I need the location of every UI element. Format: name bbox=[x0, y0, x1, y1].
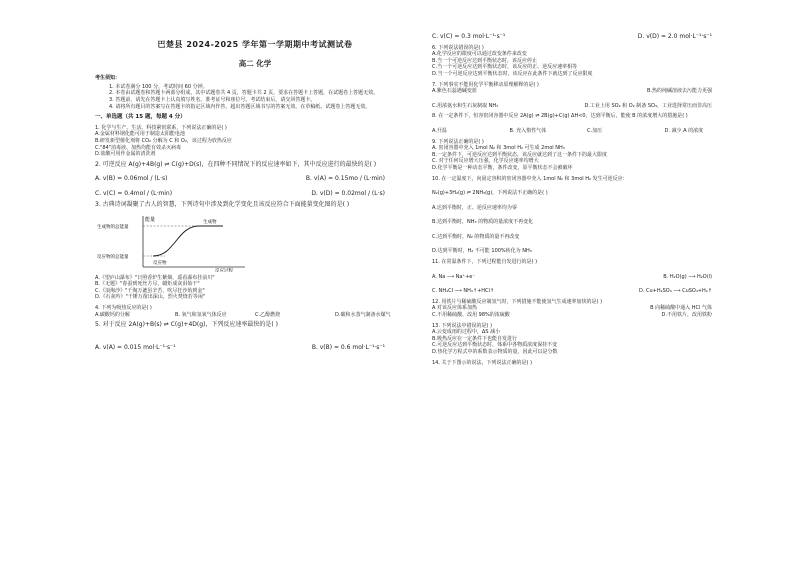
option-c: C."84"消毒液、加热均能有效杀灭病毒 bbox=[95, 144, 182, 151]
reactant-label: 反应物 bbox=[153, 261, 167, 267]
option-b: B. v(A) = 0.15mo / (L·min) bbox=[305, 175, 385, 183]
question-11 bbox=[432, 259, 742, 295]
exam-title: 巴楚县 2024-2025 学年第一学期期中考试测试卷 bbox=[157, 40, 353, 49]
question-3 bbox=[95, 202, 415, 302]
right-column bbox=[432, 30, 742, 366]
option-a: A.化学反应的限度可以通过改变条件来改变 bbox=[432, 51, 527, 58]
product-label: 生成物 bbox=[203, 220, 217, 226]
option-c: C. 对于任何反应增大压强，化学反应速率均增大 bbox=[432, 158, 539, 165]
option-b: B 向稀硫酸中通入 HCl 气体 bbox=[650, 305, 712, 312]
option-a: A.紫色石蕊遇碱变蓝 bbox=[432, 88, 477, 95]
option-b: B.研发新型催化剂将 CO₂ 分解为 C 和 O₂，该过程为放热反应 bbox=[95, 137, 232, 144]
energy-curve bbox=[153, 226, 223, 256]
option-c: C.《浪淘沙》"千淘万漉虽辛苦，吹尽狂沙始到金" bbox=[95, 287, 205, 294]
option-d: D. 减少 A 的浓度 bbox=[664, 127, 704, 134]
question-2 bbox=[95, 162, 415, 198]
reaction-equation: N₂(g)+3H₂(g) ⇌ 2NH₃(g)，下列说法不正确的是( ) bbox=[432, 190, 548, 197]
option-a: A.金属材料钢化能可用于制造太阳能电池 bbox=[95, 131, 185, 138]
option-b: B.《无题》"春蚕到死丝方尽，蜡炬成灰泪始干" bbox=[95, 281, 200, 288]
option-b: B. 充入惰性气体 bbox=[509, 127, 547, 134]
option-a: A. v(B) = 0.06mol / (L·s) bbox=[95, 175, 168, 183]
option-d: D.化学平衡是一种动态平衡，条件改变，原平衡状态不会被破坏 bbox=[432, 164, 573, 171]
notice-item: 2. 本卷由试题卷和答题卡两部分组成，其中试题卷共 4 页，答题卡共 2 页。要求在答题卡上答题，在试题卷上答题无效。 bbox=[109, 90, 379, 97]
question-stem: 14. 关于下图示的说法，下列说法正确的是( ) bbox=[432, 359, 533, 366]
option-a: A.碳酸钙的分解 bbox=[95, 311, 130, 318]
question-stem: 13. 下列说法中错误的是( ) bbox=[432, 322, 493, 329]
section-heading: 一、单选题（共 15 题，每题 4 分） bbox=[95, 114, 186, 121]
option-d: D.当一个可逆反应达到平衡状态时，该反应在此条件下就达到了反应限度 bbox=[432, 70, 593, 77]
option-b: B.热的纯碱溶液去污能力更强 bbox=[646, 88, 712, 95]
option-c: C.乙醇燃烧 bbox=[255, 311, 281, 318]
question-14 bbox=[432, 360, 742, 367]
notice-heading: 考生须知： bbox=[95, 75, 121, 82]
question-12 bbox=[432, 299, 742, 319]
option-d: D. Cu+H₂SO₄ ⟶ CuSO₄+H₂↑ bbox=[638, 288, 712, 295]
option-b: B.当一个可逆反应达到平衡状态时，该反应停止 bbox=[432, 57, 538, 64]
option-a: A.升温 bbox=[432, 127, 447, 134]
question-stem: 9. 下列说法正确的是( ) bbox=[432, 138, 484, 145]
option-d: D.热化学方程式中的系数表示物质的量，因此可以是分数 bbox=[432, 349, 558, 355]
option-d: D.达到平衡时，H₂ 不可能 100%转化为 NH₃ bbox=[432, 248, 532, 255]
question-stem: 3. 古典诗词凝聚了古人的智慧，下列诗句中涉及到化学变化且该反应符合下面能量变化图的是( ) bbox=[95, 200, 350, 208]
notice-block bbox=[95, 75, 415, 110]
question-stem: 2. 可逆反应 A(g)+4B(g) ⇌ C(g)+D(s)，在四种不同情况下的反应速率如下，其中反应进行的最快的是( ) bbox=[95, 160, 377, 168]
option-a: A. v(A) = 0.015 mol·L⁻¹·s⁻¹ bbox=[95, 343, 176, 351]
y-label: 能量 bbox=[145, 217, 156, 224]
question-5-continued bbox=[432, 34, 742, 41]
option-c: C. v(C) = 0.3 mol·L⁻¹·s⁻¹ bbox=[432, 33, 506, 40]
option-d: D. v(D) = 2.0 mol·L⁻¹·s⁻¹ bbox=[637, 33, 712, 40]
question-stem: 8. 在一定条件下，恒容密闭容器中反应 2A(g) ⇌ 2B(g)+C(g) ΔH<0，达到平衡后，能使 B 的浓度增大的措施是( ) bbox=[432, 113, 688, 120]
option-b: B.一定条件下，可逆反应达到平衡状态，该反应就达到了这一条件下的最大限度 bbox=[432, 151, 608, 158]
question-stem: 6. 下列说法错误的是( ) bbox=[432, 44, 484, 51]
question-5 bbox=[95, 322, 415, 351]
option-c: C.达到平衡时，N₂ 的物质的量不再改变 bbox=[432, 233, 520, 240]
question-1 bbox=[95, 125, 415, 158]
question-4 bbox=[95, 305, 415, 318]
energy-diagram bbox=[95, 212, 265, 272]
question-13 bbox=[432, 323, 742, 356]
option-a: A.《望庐山瀑布》"日照香炉生紫烟，遥看瀑布挂前川" bbox=[95, 274, 215, 281]
option-d: D.工业上用 SO₂ 和 O₂ 制备 SO₃，工业选择常压而非高压 bbox=[584, 102, 712, 109]
exam-subtitle: 高二 化学 bbox=[238, 58, 272, 68]
option-a: A.达到平衡时，正、逆反应速率均为零 bbox=[432, 204, 517, 211]
option-c: C.用浓氨水和生石灰制取 NH₃ bbox=[432, 102, 499, 109]
product-energy-label: 生成物的总能量 bbox=[97, 225, 129, 231]
option-a: A. Na ⟶ Na⁺+e⁻ bbox=[432, 273, 476, 280]
question-8 bbox=[432, 113, 742, 134]
option-b: B. 氧气和氢氧气体反应 bbox=[175, 311, 227, 318]
option-b: B.吸热反应在一定条件下也能自发进行 bbox=[432, 335, 518, 342]
option-d: D.盐酸可用作金属的清洗剂 bbox=[95, 151, 156, 158]
option-c: C.可逆反应达到平衡状态时，体系中各物质浓度保持不变 bbox=[432, 342, 558, 349]
question-stem: 5. 对于反应 2A(g)+B(s) ⇌ C(g)+4D(g)，下列反应速率最快的是( ) bbox=[95, 321, 278, 329]
question-9 bbox=[432, 139, 742, 172]
question-10 bbox=[432, 176, 742, 256]
notice-item: 4. 请将所有题目的答案写在答题卡的指定区域内作答，超出答题区域书写的答案无效。在草稿纸、试题卷上答题无效。 bbox=[109, 103, 371, 110]
option-b: B.达到平衡时，NH₃ 的物质的量浓度不再变化 bbox=[432, 219, 534, 226]
option-b: B. v(B) = 0.6 mol·L⁻¹·s⁻¹ bbox=[311, 343, 385, 351]
option-a: A 对该反应体系加热 bbox=[432, 305, 478, 312]
option-c: C.不用稀硫酸，改用 98%的浓硫酸 bbox=[432, 312, 510, 319]
reactant-energy-label: 反应物的总能量 bbox=[97, 255, 129, 261]
option-a: A. 密闭容器中充入 1mol N₂ 和 3mol H₂ 可生成 2mol NH₃ bbox=[432, 145, 565, 152]
option-d: D.碳和水蒸气制备水煤气 bbox=[335, 311, 391, 318]
option-c: C. v(C) = 0.4mol / (L·min) bbox=[95, 189, 173, 197]
option-c: C.加压 bbox=[587, 127, 603, 134]
option-d: D. v(D) = 0.02mol / (L·s) bbox=[311, 189, 385, 197]
question-7 bbox=[432, 82, 742, 110]
option-a: A.云变成雨的过程中，ΔS 减小 bbox=[432, 329, 501, 336]
question-stem: 11. 在常温条件下，下列过程能自发进行的是( ) bbox=[432, 259, 538, 266]
question-stem: 1. 化学与生产、生活、科技紧密联系，下列说法正确的是( ) bbox=[95, 124, 227, 131]
question-stem: 10. 在一定温度下，向固定容积的密闭容器中充入 1mol N₂ 和 3mol H₂ 发生可逆反应： bbox=[432, 175, 628, 182]
x-label: 反应过程 bbox=[215, 269, 233, 273]
option-c: C.当一个可逆反应达到平衡状态时，该反应的正、逆反应速率相等 bbox=[432, 64, 578, 71]
left-column bbox=[95, 30, 415, 355]
option-d: D.不用铁片，改用铁粉 bbox=[661, 312, 712, 319]
option-b: B. H₂O(g) ⟶ H₂O(l) bbox=[663, 273, 712, 280]
question-6 bbox=[432, 45, 742, 78]
question-stem: 4. 下列为吸热反应的是( ) bbox=[95, 305, 152, 312]
option-c: C. NH₄Cl ⟶ NH₃↑+HCl↑ bbox=[432, 288, 495, 295]
question-stem: 12. 用铁片与稀硫酸反应制氢气时，下列措施不能使氢气生成速率加快的是( ) bbox=[432, 298, 603, 305]
option-d: D.《石灰吟》"千锤万凿出深山，烈火焚烧若等闲" bbox=[95, 294, 206, 301]
question-stem: 7. 下列事实不能用化学平衡移动原理解释的是( ) bbox=[432, 81, 539, 88]
notice-item: 3. 答题前，请先在答题卡上认真填写姓名、准考证号和座位号。考试结束后，请交回答题卡。 bbox=[109, 96, 316, 103]
notice-item: 1. 本试卷满分 100 分，考试时间 60 分钟。 bbox=[109, 83, 208, 90]
